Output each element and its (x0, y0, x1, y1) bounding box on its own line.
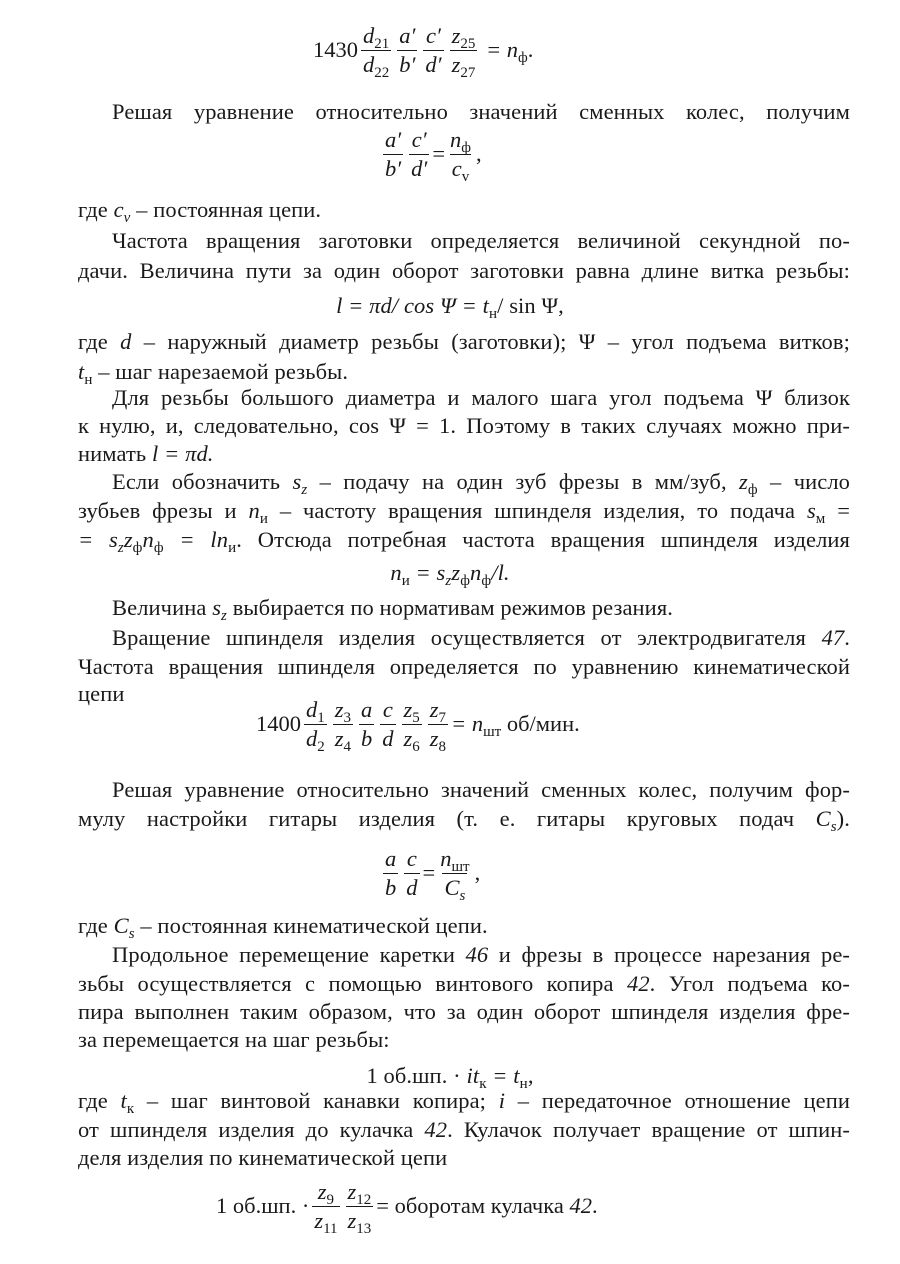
formula-change-gears-cv (380, 118, 482, 190)
fraction-z12-z13: $\frac{z_{12}}{z_{13}}$ (347, 1178, 372, 1237)
fraction-z7-z8: $\frac{z_7}{z_8}$ (429, 696, 447, 755)
paragraph-line: нимать l = πd. (78, 441, 214, 466)
formula-path-length: l = πd/ $\cos \Psi = t_н/$ sin Ψ, (336, 293, 564, 322)
fraction-z5-z6: $\frac{z_5}{z_6}$ (403, 696, 420, 755)
fraction-nf-cv: $\frac{n_ф}{c_v}$ (450, 126, 472, 185)
paragraph-line: Вращение шпинделя изделия осуществляется от электродвигателя 47. (112, 625, 850, 650)
fraction-d1-d2: $\frac{d_1}{d_2}$ (306, 696, 325, 755)
formula-spindle-cutter-speed (313, 10, 533, 90)
paragraph-line: дачи. Величина пути за один оборот заготовки равна длине витка резьбы: (78, 258, 850, 283)
fraction-z25-z27: $\frac{z_{25}}{z_{27}}$ (451, 22, 476, 81)
paragraph-line: пира выполнен таким образом, что за один оборот шпинделя изделия фре- (78, 999, 850, 1024)
comma: , (476, 141, 482, 166)
equals-sign: = (432, 141, 446, 166)
formula-coefficient: 1400 (256, 711, 301, 736)
comma: , (474, 860, 481, 885)
formula-rhs: = оборотам кулачка 42. (376, 1193, 598, 1218)
paragraph-line: = $s_zz_фn_ф = \ln_и$. Отсюда потребная частота вращения шпинделя изделия (78, 527, 850, 556)
paragraph-line: Продольное перемещение каретки 46 и фрезы в процессе нарезания ре- (112, 942, 851, 967)
paragraph-line: Решая уравнение относительно значений сменных колес, получим (112, 99, 850, 124)
formula-rhs: = $n_{шт}$ об/мин. (451, 711, 580, 740)
fraction-c-d: $\frac{c}{d}$ (406, 845, 418, 900)
fraction-c-d: $\frac{c}{d}$ (382, 696, 394, 751)
paragraph-line: где $C_s$ – постоянная кинематической цепи. (78, 913, 488, 942)
paragraph-line: за перемещается на шаг резьбы: (78, 1027, 390, 1052)
formula-copier-step: 1 об.шп. · $it_к = t_н$, (366, 1063, 534, 1092)
fraction-a-b-prime: $\frac{a'}{b'}$ (385, 126, 402, 181)
formula-spindle-frequency: $n_и = s_zz_фn_ф/l$. (390, 560, 510, 589)
fraction-d21-d22: $\frac{d_{21}}{d_{22}}$ (363, 22, 390, 81)
fraction-a-b: $\frac{a}{b}$ (385, 845, 397, 900)
paragraph-line: Если обозначить $s_z$ – подачу на один зуб фрезы в мм/зуб, $z_ф$ – число (112, 469, 851, 498)
paragraph-line: от шпинделя изделия до кулачка 42. Кулачок получает вращение от шпин- (78, 1117, 850, 1142)
paragraph-line: где $c_v$ – постоянная цепи. (78, 197, 322, 226)
paragraph-line: к нулю, и, следовательно, cos Ψ = 1. Поэтому в таких случаях можно при- (78, 413, 850, 438)
fraction-z9-z11: $\frac{z_9}{z_{11}}$ (314, 1178, 338, 1237)
paragraph-line: зьбы осуществляется с помощью винтового копира 42. Угол подъема ко- (78, 971, 850, 996)
paragraph-line: Частота вращения заготовки определяется величиной секундной по- (112, 228, 850, 253)
formula-cam-rotation (216, 1168, 598, 1244)
fraction-c-d-prime: $\frac{c'}{d'}$ (425, 22, 442, 77)
paragraph-line: Для резьбы большого диаметра и малого шага угол подъема Ψ близок (112, 385, 850, 410)
fraction-a-b: $\frac{a}{b}$ (361, 696, 373, 751)
formula-product-guitar (380, 836, 480, 910)
formula-coefficient: 1430 (313, 37, 358, 62)
formula-workpiece-spindle-chain (256, 686, 580, 762)
paragraph-line: Решая уравнение относительно значений сменных колес, получим фор- (112, 777, 850, 802)
formula-rhs: = $n_ф$. (485, 37, 534, 66)
fraction-a-b-prime: $\frac{a'}{b'}$ (399, 22, 416, 77)
paragraph-line: $t_н$ – шаг нарезаемой резьбы. (78, 359, 349, 388)
fraction-nsht-cs: $\frac{n_{шт}}{C_s}$ (440, 845, 470, 904)
fraction-c-d-prime: $\frac{c'}{d'}$ (411, 126, 428, 181)
paragraph-line: где $t_к$ – шаг винтовой канавки копира; i – передаточное отношение цепи (78, 1088, 850, 1117)
formula-prefix: 1 об.шп. · (216, 1193, 310, 1218)
paragraph-line: зубьев фрезы и $n_и$ – частоту вращения шпинделя изделия, то подача $s_м$ = (78, 498, 851, 527)
paragraph-line: где d – наружный диаметр резьбы (заготовки); Ψ – угол подъема витков; (78, 329, 850, 354)
paragraph-line: цепи (78, 681, 125, 706)
equals-sign: = (422, 860, 436, 885)
paragraph-line: мулу настройки гитары изделия (т. е. гитары круговых подач $C_s$). (78, 806, 850, 835)
paragraph-line: деля изделия по кинематической цепи (78, 1145, 448, 1170)
paragraph-line: Величина $s_z$ выбирается по нормативам режимов резания. (112, 595, 673, 624)
fraction-z3-z4: $\frac{z_3}{z_4}$ (334, 696, 352, 755)
paragraph-line: Частота вращения шпинделя определяется по уравнению кинематической (78, 654, 850, 679)
